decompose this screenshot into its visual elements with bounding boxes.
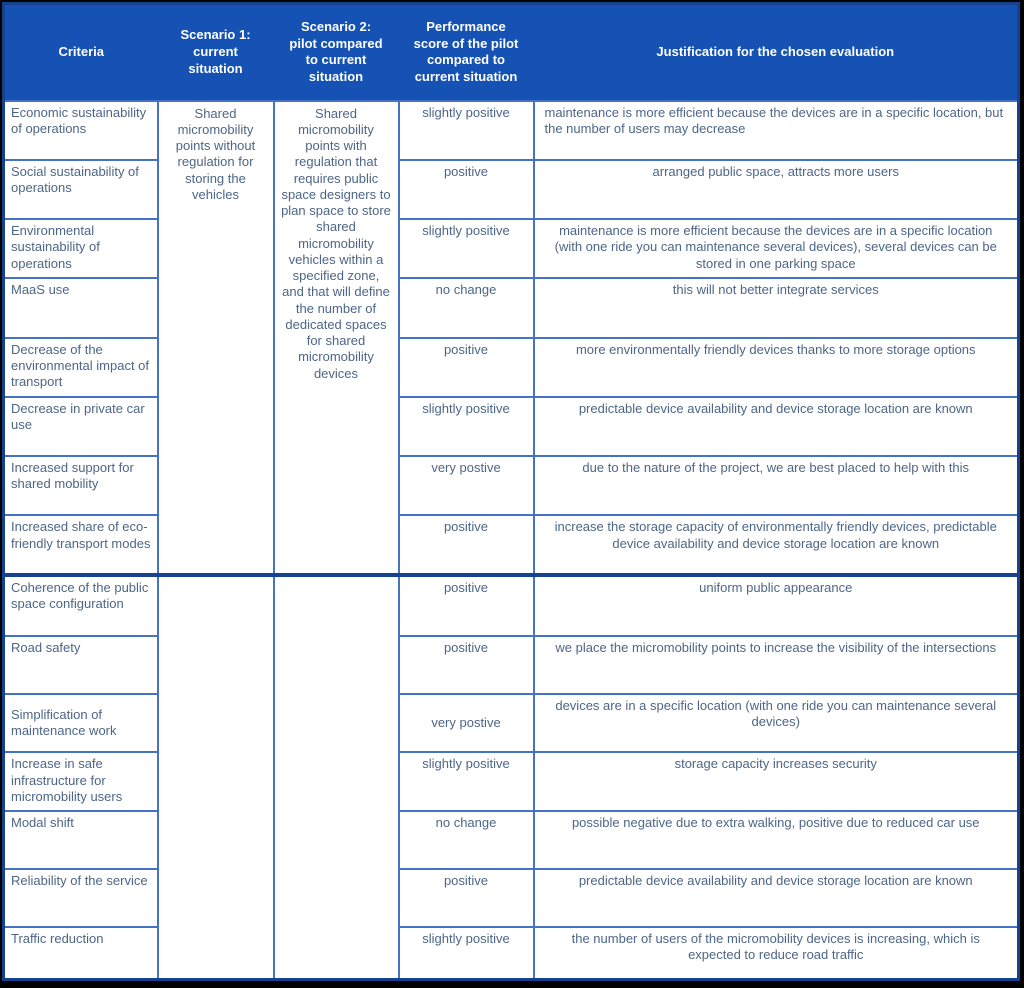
scenario1-empty-cell [158, 575, 274, 980]
criteria-cell: Increased support for shared mobility [4, 456, 158, 515]
justification-cell: this will not better integrate services [534, 278, 1019, 337]
table-row [4, 219, 1019, 278]
justification-cell: maintenance is more efficient because the devices are in a specific location (with one ride you can maintenance several devices), several devices can be stored in one parking space [534, 219, 1019, 278]
table-row [4, 160, 1019, 219]
table-row [4, 811, 1019, 869]
table-row [4, 636, 1019, 694]
table-row [4, 752, 1019, 810]
criteria-cell: Social sustainability of operations [4, 160, 158, 219]
justification-cell: we place the micromobility points to increase the visibility of the intersections [534, 636, 1019, 694]
table-row [4, 575, 1019, 636]
justification-cell: devices are in a specific location (with one ride you can maintenance several devices) [534, 694, 1019, 752]
justification-cell: storage capacity increases security [534, 752, 1019, 810]
table-sheet [2, 2, 1020, 981]
criteria-cell: Modal shift [4, 811, 158, 869]
criteria-cell: Road safety [4, 636, 158, 694]
justification-cell: arranged public space, attracts more users [534, 160, 1019, 219]
criteria-cell: Increase in safe infrastructure for micromobility users [4, 752, 158, 810]
header-criteria: Criteria [4, 4, 158, 101]
justification-cell: more environmentally friendly devices thanks to more storage options [534, 338, 1019, 397]
evaluation-table [2, 2, 1020, 981]
table-row [4, 278, 1019, 337]
score-cell: slightly positive [399, 927, 534, 979]
score-cell: positive [399, 515, 534, 574]
score-cell: positive [399, 338, 534, 397]
criteria-cell: Reliability of the service [4, 869, 158, 927]
criteria-cell: Decrease of the environmental impact of transport [4, 338, 158, 397]
criteria-cell: Increased share of eco-friendly transport modes [4, 515, 158, 574]
criteria-cell: Simplification of maintenance work [4, 694, 158, 752]
table-row [4, 694, 1019, 752]
table-row [4, 927, 1019, 979]
table-row [4, 397, 1019, 456]
justification-cell: maintenance is more efficient because the devices are in a specific location, but the number of users may decrease [534, 101, 1019, 160]
score-cell: positive [399, 160, 534, 219]
score-cell: very postive [399, 456, 534, 515]
scenario2-empty-cell [274, 575, 399, 980]
criteria-cell: Economic sustainability of operations [4, 101, 158, 160]
scenario2-cell: Shared micromobility points with regulation that requires public space designers to plan space to store shared micromobility vehicles within a specified zone, and that will define the number of dedicated spaces for shared micromobility devices [274, 101, 399, 575]
justification-cell: due to the nature of the project, we are best placed to help with this [534, 456, 1019, 515]
score-cell: no change [399, 278, 534, 337]
score-cell: slightly positive [399, 101, 534, 160]
justification-cell: predictable device availability and device storage location are known [534, 397, 1019, 456]
header-justification: Justification for the chosen evaluation [534, 4, 1019, 101]
table-row [4, 338, 1019, 397]
score-cell: slightly positive [399, 219, 534, 278]
criteria-cell: Environmental sustainability of operations [4, 219, 158, 278]
table-row [4, 515, 1019, 574]
header-scenario1: Scenario 1: current situation [158, 4, 274, 101]
scenario1-cell: Shared micromobility points without regulation for storing the vehicles [158, 101, 274, 575]
header-row [4, 4, 1019, 101]
justification-cell: predictable device availability and device storage location are known [534, 869, 1019, 927]
criteria-cell: Coherence of the public space configuration [4, 575, 158, 636]
score-cell: very postive [399, 694, 534, 752]
score-cell: slightly positive [399, 752, 534, 810]
justification-cell: uniform public appearance [534, 575, 1019, 636]
justification-cell: the number of users of the micromobility devices is increasing, which is expected to reduce road traffic [534, 927, 1019, 979]
score-cell: positive [399, 869, 534, 927]
header-performance-score: Performance score of the pilot compared to current situation [399, 4, 534, 101]
score-cell: no change [399, 811, 534, 869]
criteria-cell: Traffic reduction [4, 927, 158, 979]
score-cell: slightly positive [399, 397, 534, 456]
justification-cell: increase the storage capacity of environmentally friendly devices, predictable device availability and device storage location are known [534, 515, 1019, 574]
table-row [4, 869, 1019, 927]
criteria-cell: Decrease in private car use [4, 397, 158, 456]
table-row [4, 101, 1019, 160]
criteria-cell: MaaS use [4, 278, 158, 337]
header-scenario2: Scenario 2: pilot compared to current situation [274, 4, 399, 101]
score-cell: positive [399, 636, 534, 694]
score-cell: positive [399, 575, 534, 636]
table-row [4, 456, 1019, 515]
justification-cell: possible negative due to extra walking, positive due to reduced car use [534, 811, 1019, 869]
